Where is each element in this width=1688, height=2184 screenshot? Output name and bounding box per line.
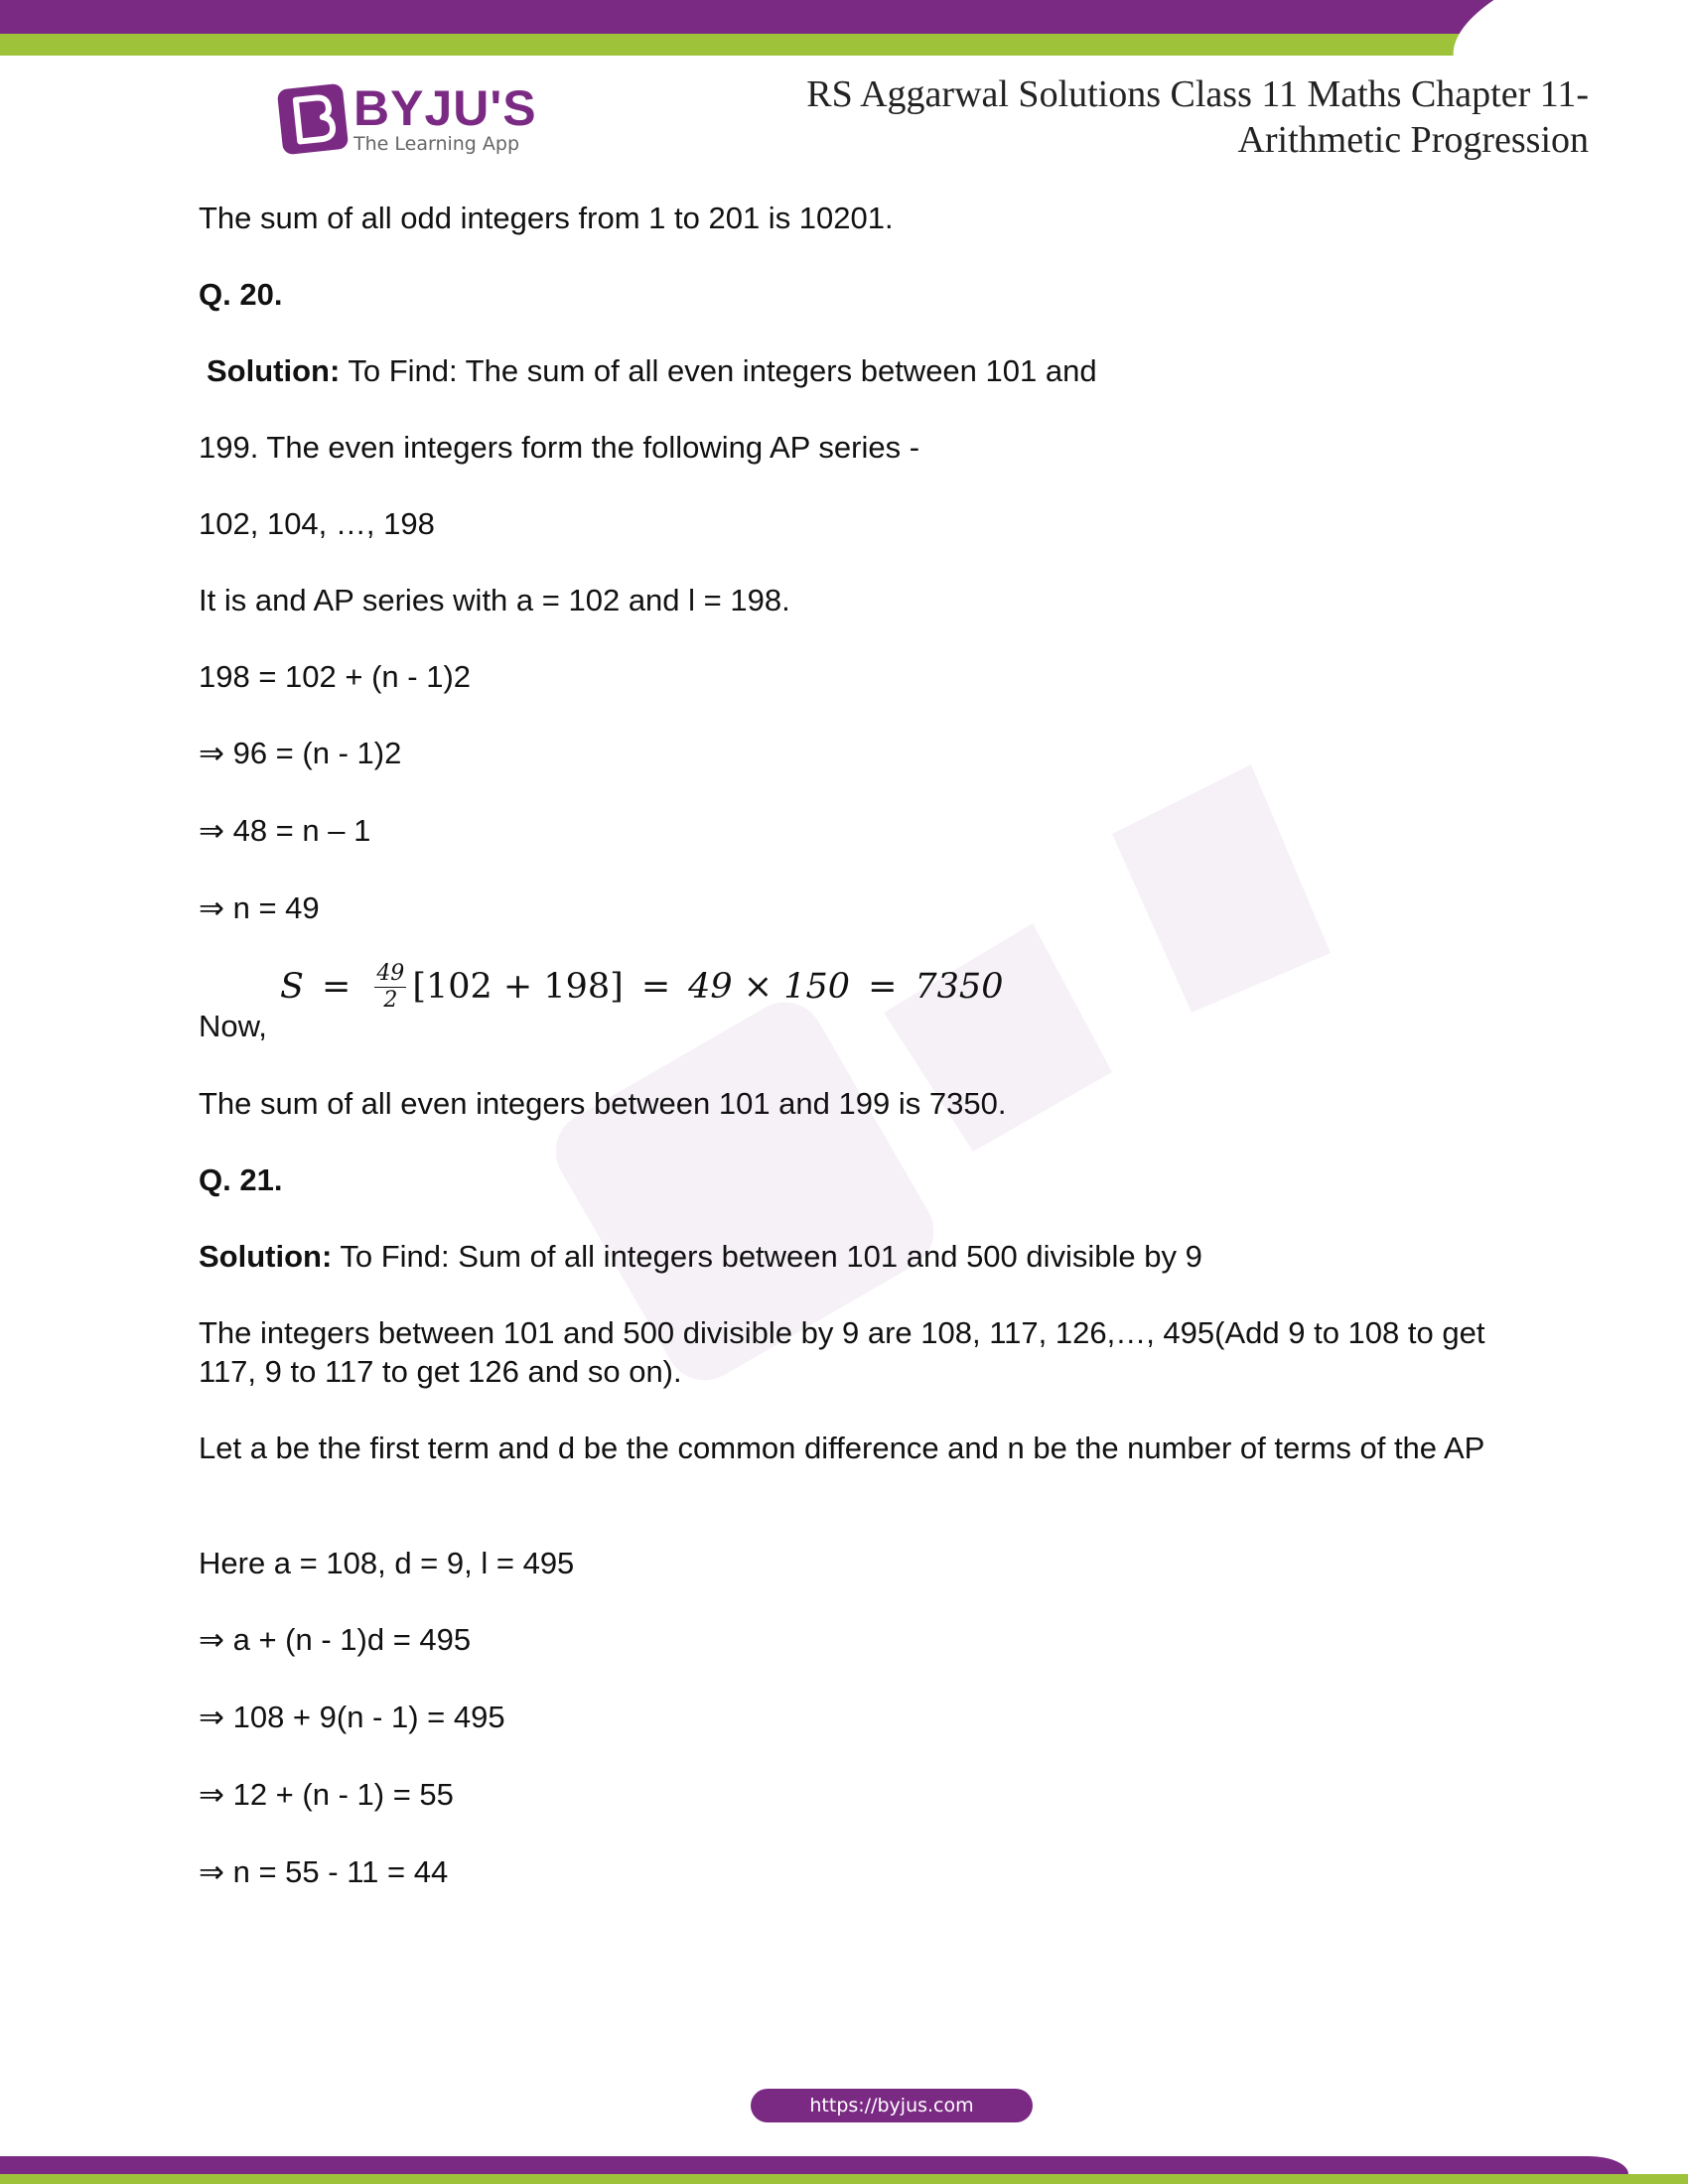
footer-url-link[interactable]: https://byjus.com <box>751 2089 1033 2122</box>
formula-eq-1: = <box>321 967 352 1007</box>
q20-line-6: ⇒ 96 = (n - 1)2 <box>199 736 402 770</box>
q21-line-3: Let a be the first term and d be the common difference and n be the number of terms of the AP <box>199 1431 1485 1465</box>
q20-line-7: ⇒ 48 = n – 1 <box>199 813 371 848</box>
q20-line-2: 199. The even integers form the following AP series - <box>199 430 920 465</box>
formula-result: 7350 <box>914 967 1004 1007</box>
q20-line-5: 198 = 102 + (n - 1)2 <box>199 659 472 694</box>
q21-line-7: ⇒ 12 + (n - 1) = 55 <box>199 1777 454 1812</box>
q21-line-6: ⇒ 108 + 9(n - 1) = 495 <box>199 1700 505 1734</box>
sum-formula <box>199 961 1092 1043</box>
fraction-denominator: 2 <box>383 988 398 1013</box>
q20-solution-text: To Find: The sum of all even integers between 101 and <box>340 353 1097 388</box>
top-banner-green <box>0 34 1688 56</box>
solution-label: Solution: <box>207 353 341 388</box>
q21-solution-intro <box>199 1237 1509 1276</box>
answer-q19-conclusion: The sum of all odd integers from 1 to 201 is 10201. <box>199 201 894 235</box>
q20-line-8: ⇒ n = 49 <box>199 890 320 925</box>
q20-solution-intro <box>207 351 1517 390</box>
formula-fraction <box>374 961 406 1014</box>
document-title-line2: Arithmetic Progression <box>1237 119 1589 161</box>
fraction-numerator: 49 <box>376 961 405 986</box>
q21-line-2: The integers between 101 and 500 divisible by 9 are 108, 117, 126,…, 495(Add 9 to 108 to get 117, 9 to 117 to get 126 and so on). <box>199 1315 1485 1389</box>
formula-eq-3: = <box>868 967 898 1007</box>
formula-product: 49 × 150 <box>688 967 851 1007</box>
q20-line-3: 102, 104, …, 198 <box>199 506 435 541</box>
brand-name: BYJU'S <box>353 80 537 136</box>
question-21-label: Q. 21. <box>199 1162 283 1197</box>
bottom-banner-green <box>0 2174 1688 2184</box>
formula-bracket: [102 + 198] <box>412 967 624 1007</box>
formula-expression <box>280 961 1003 1014</box>
top-banner-purple <box>0 0 1688 34</box>
q21-line-8: ⇒ n = 55 - 11 = 44 <box>199 1854 449 1889</box>
byjus-logo-icon <box>277 82 350 155</box>
formula-prefix: Now, <box>199 1009 267 1043</box>
document-title-line1: RS Aggarwal Solutions Class 11 Maths Chapter 11- <box>806 73 1589 115</box>
q21-line-4: Here a = 108, d = 9, l = 495 <box>199 1546 575 1580</box>
document-title <box>735 71 1589 163</box>
formula-eq-2: = <box>640 967 671 1007</box>
question-20-label: Q. 20. <box>199 277 283 312</box>
formula-lhs: S <box>280 967 304 1007</box>
solution-label: Solution: <box>199 1239 333 1274</box>
q20-line-4: It is and AP series with a = 102 and l = 198. <box>199 583 790 617</box>
q20-conclusion: The sum of all even integers between 101 and 199 is 7350. <box>199 1086 1007 1121</box>
q21-solution-text: To Find: Sum of all integers between 101 and 500 divisible by 9 <box>332 1239 1202 1274</box>
brand-tagline: The Learning App <box>353 133 520 155</box>
brand-logo <box>280 80 537 155</box>
bottom-banner-purple <box>0 2156 1628 2174</box>
q21-line-5: ⇒ a + (n - 1)d = 495 <box>199 1622 472 1657</box>
